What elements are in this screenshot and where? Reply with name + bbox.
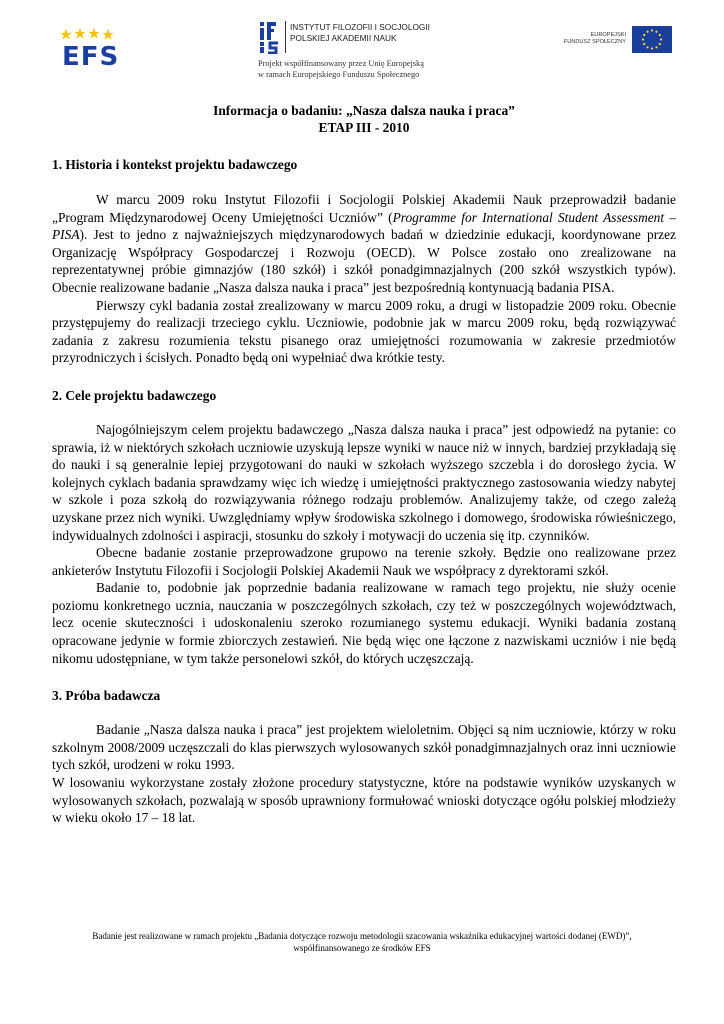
section-2-heading: 2. Cele projektu badawczego (52, 387, 217, 403)
institute-name-line-1: INSTYTUT FILOZOFII I SOCJOLOGII (290, 22, 430, 32)
efs-logo (58, 28, 122, 72)
institute-divider (285, 21, 286, 53)
page-header (0, 0, 724, 90)
section-2-paragraph-1: Najogólniejszym celem projektu badawczego „Nasza dalsza nauka i praca” jest odpowiedź na pytanie: co sprawia, iż w niektórych szkołach uczniowie uzyskują lepsze wyniki w nauce niż w innych, bardziej przykładają się do nauki i są generalnie lepiej przygotowani do nauki w szkołach wyższego szczebla i do dorosłego życia. W kolejnych cyklach badania sprawdzamy więc ich wiedzę i umiejętności praktycznego zastosowania wiedzy nabytej w szkole i poza szkołą do rozwiązywania różnego rodzaju problemów. Analizujemy także, od czego zależą uzyskane przez nich wyniki. Uwzględniamy wpływ środowiska szkolnego i domowego, środowiska rówieśniczego, indywidualnych zdolności i aspiracji, stosunku do szkoły i motywacji do uczenia się itp. czynników. (52, 421, 676, 543)
ifis-logo-icon (258, 20, 282, 54)
section-3-paragraph-1: Badanie „Nasza dalsza nauka i praca” jest projektem wieloletnim. Objęci są nim uczniowie, którzy w roku szkolnym 2008/2009 uczęszczali do klas pierwszych wylosowanych szkół ponadgimnazjalnych oraz inni uczniowie tych szkół, urodzeni w roku 1993. (52, 722, 676, 773)
footer-line-1: Badanie jest realizowane w ramach projektu „Badania dotyczące rozwoju metodologii szacowania wskaźnika edukacyjnej wartości dodanej (EWD)”, (92, 931, 632, 941)
funding-note-line-1: Projekt współfinansowany przez Unię Europejską (258, 59, 424, 68)
page-footer (40, 930, 684, 954)
institute-name (290, 22, 430, 44)
eu-flag-icon (632, 26, 672, 53)
section-1-paragraph-2: Pierwszy cykl badania został zrealizowany w marcu 2009 roku, a drugi w listopadzie 2009 roku. Obecnie przystępujemy do realizacji trzeciego cyklu. Uczniowie, podobnie jak w marcu 2009 roku, będą rozwiązywać zadania z zakresu rozumienia tekstu pisanego oraz umiejętności rozumowania w zakresie przedmiotów przyrodniczych i ścisłych. Ponadto będą oni wypełniać dwa krótkie testy. (52, 297, 676, 366)
section-1-paragraph-1 (52, 191, 676, 297)
section-3-paragraph-2: W losowaniu wykorzystane zostały złożone procedury statystyczne, które na podstawie wyników uzyskanych w wylosowanych szkołach, pozwalają w sposób uprawniony formułować wnioski dotyczące ogółu polskiej młodzieży w wieku około 17 – 18 lat. (52, 775, 676, 826)
section-1-paragraph-1-italic: Programme for International Student Assessment – PISA (52, 209, 676, 243)
section-1-paragraph-1-part-a: W marcu 2009 roku Instytut Filozofii i Socjologii Polskiej Akademii Nauk przeprowadził badanie „Program Międzynarodowej Oceny Umiejętności Uczniów” ( (52, 192, 676, 225)
footer-line-2: współfinansowanego ze środków EFS (293, 943, 431, 953)
document-subtitle: ETAP III - 2010 (318, 120, 410, 135)
document-body (52, 102, 676, 827)
eu-fund-logo (560, 26, 676, 56)
funding-note (258, 58, 468, 80)
eu-fund-label-line-2: FUNDUSZ SPOŁECZNY (563, 39, 626, 45)
efs-stars-icon (60, 28, 120, 42)
section-3-heading: 3. Próba badawcza (52, 688, 161, 704)
section-2-paragraph-3: Badanie to, podobnie jak poprzednie badania realizowane w ramach tego projektu, nie służy ocenie poziomu konkretnego ucznia, nauczania w poszczególnych szkołach, czy też w poszczególnych województwach, lecz ocenie skuteczności i udoskonaleniu szeroko rozumianego systemu edukacji. Wyniki badania zostaną opracowane jedynie w formie zbiorczych zestawień. Nie będą więc one łączone z nazwiskami uczniów i nie będą nikomu udostępniane, w tym także personelowi szkół, do których uczęszczają. (52, 580, 676, 666)
institute-name-line-2: POLSKIEJ AKADEMII NAUK (290, 33, 397, 43)
efs-logo-text: EFS (62, 42, 120, 72)
section-1-paragraph-1-part-b: ). Jest to jedno z najważniejszych międzynarodowych badań w dziedzinie edukacji, koordynowane przez Organizację Współpracy Gospodarczej i Rozwoju (OECD). W Polsce zostało ono zrealizowane na reprezentatywnej próbie gimnazjów (180 szkół) i szkół ponadgimnazjalnych (200 szkół wszystkich typów). Obecnie realizowane badanie „Nasza dalsza nauka i praca” jest bezpośrednią kontynuacją badania PISA. (52, 227, 676, 295)
section-2-paragraph-2: Obecne badanie zostanie przeprowadzone grupowo na terenie szkoły. Będzie ono realizowane przez ankieterów Instytutu Filozofii i Socjologii Polskiej Akademii Nauk we współpracy z dyrektorami szkół. (52, 545, 676, 578)
section-1-heading: 1. Historia i kontekst projektu badawczego (52, 157, 298, 172)
eu-fund-label (560, 32, 626, 46)
institute-block (258, 20, 458, 80)
funding-note-line-2: w ramach Europejskiego Funduszu Społecznego (258, 70, 420, 79)
document-title: Informacja o badaniu: „Nasza dalsza nauka i praca” (213, 103, 515, 118)
eu-fund-label-line-1: EUROPEJSKI (590, 32, 626, 38)
